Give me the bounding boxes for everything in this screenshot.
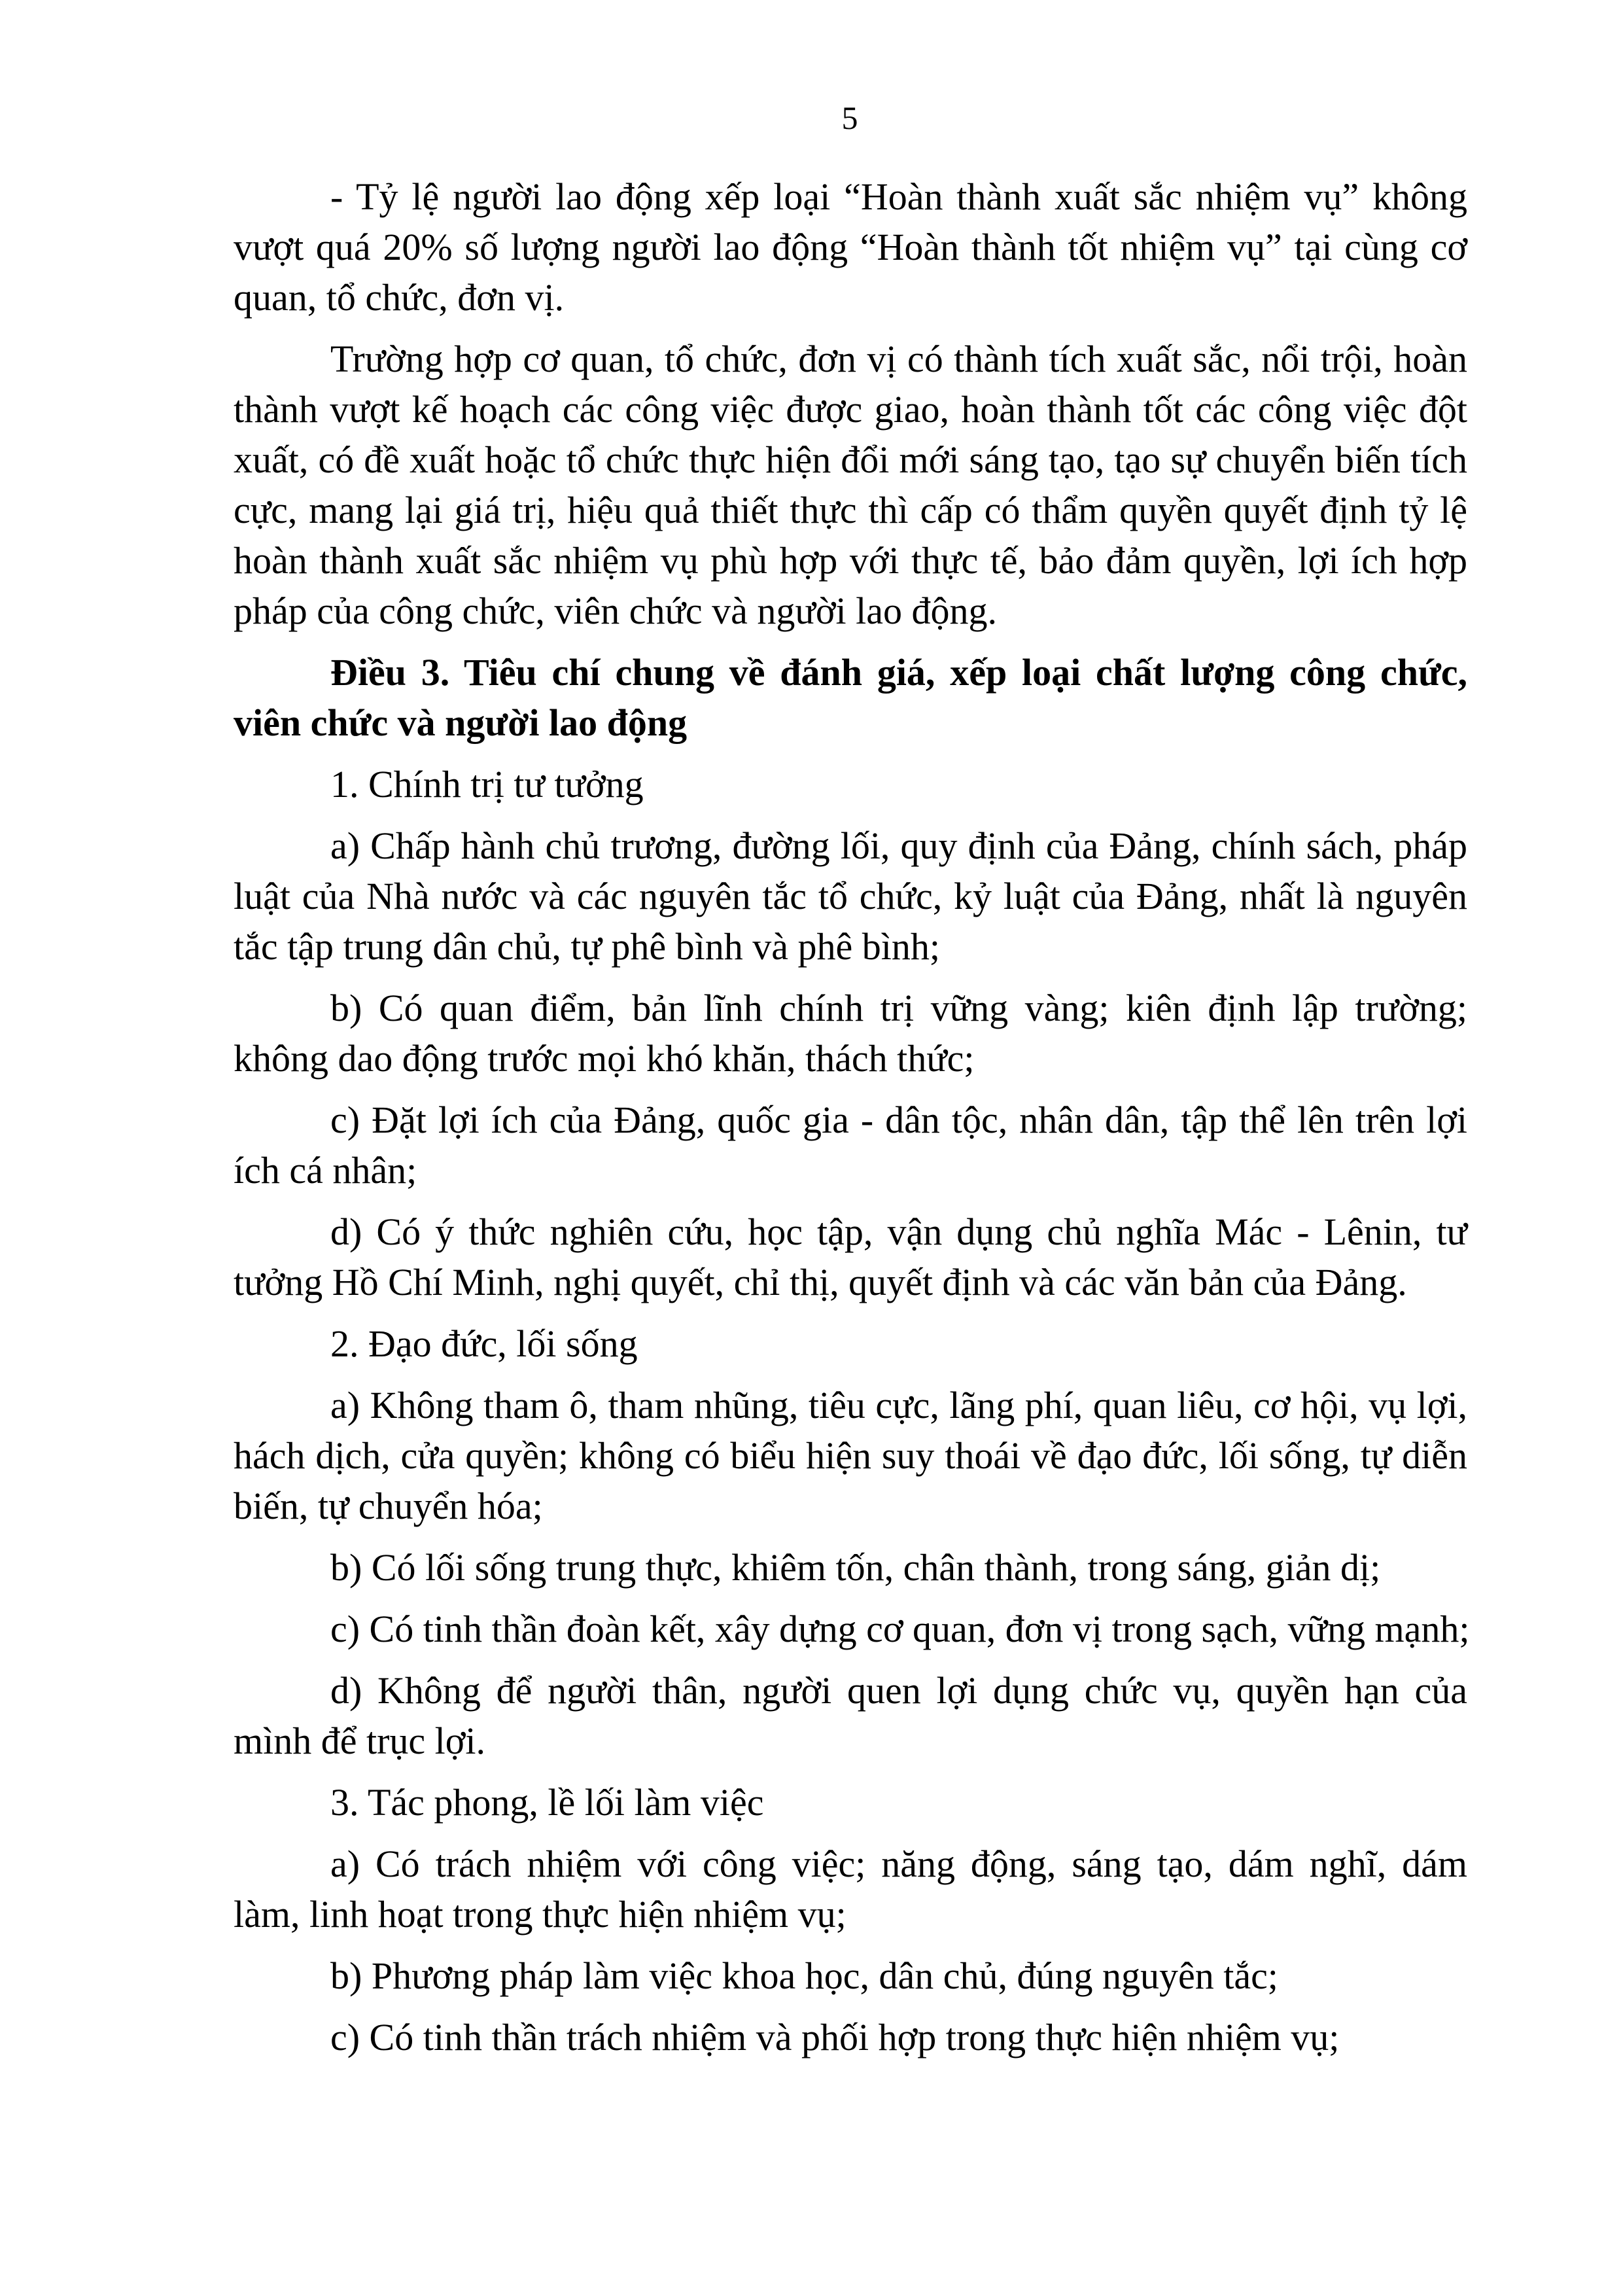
text-line: hoàn thành xuất sắc nhiệm vụ phù hợp với thực tế, bảo đảm quyền, lợi ích hợp xyxy=(234,539,1467,582)
section-1-item-b xyxy=(234,983,1467,1084)
text-line: 1. Chính trị tư tưởng xyxy=(330,763,644,805)
section-2-heading xyxy=(234,1318,1467,1369)
text-line: b) Có quan điểm, bản lĩnh chính trị vững vàng; kiên định lập trường; xyxy=(330,987,1467,1029)
text-line: b) Phương pháp làm việc khoa học, dân chủ, đúng nguyên tắc; xyxy=(330,1954,1278,1997)
text-line: xuất, có đề xuất hoặc tổ chức thực hiện đổi mới sáng tạo, tạo sự chuyển biến tích xyxy=(234,438,1467,481)
text-line: 2. Đạo đức, lối sống xyxy=(330,1322,638,1365)
text-line: a) Không tham ô, tham nhũng, tiêu cực, lãng phí, quan liêu, cơ hội, vụ lợi, xyxy=(330,1384,1467,1426)
heading-line: viên chức và người lao động xyxy=(234,701,688,744)
text-line: d) Có ý thức nghiên cứu, học tập, vận dụng chủ nghĩa Mác - Lênin, tư xyxy=(330,1210,1467,1253)
text-line: d) Không để người thân, người quen lợi dụng chức vụ, quyền hạn của xyxy=(330,1669,1467,1712)
section-2-item-a xyxy=(234,1380,1467,1531)
paragraph-exception xyxy=(234,334,1467,636)
section-1-item-a xyxy=(234,821,1467,972)
text-line: 3. Tác phong, lề lối làm việc xyxy=(330,1781,764,1824)
page-number: 5 xyxy=(841,99,858,136)
section-1-item-c xyxy=(234,1095,1467,1195)
text-line: Trường hợp cơ quan, tổ chức, đơn vị có thành tích xuất sắc, nổi trội, hoàn xyxy=(330,338,1467,380)
text-line: a) Chấp hành chủ trương, đường lối, quy định của Đảng, chính sách, pháp xyxy=(330,824,1467,867)
section-1-heading xyxy=(234,759,1467,809)
heading-line: Điều 3. Tiêu chí chung về đánh giá, xếp loại chất lượng công chức, xyxy=(330,651,1467,694)
text-line: b) Có lối sống trung thực, khiêm tốn, chân thành, trong sáng, giản dị; xyxy=(330,1546,1381,1589)
section-3-heading xyxy=(234,1777,1467,1828)
section-2-item-b xyxy=(234,1542,1467,1593)
section-1-item-d xyxy=(234,1207,1467,1307)
text-line: thành vượt kế hoạch các công việc được giao, hoàn thành tốt các công việc đột xyxy=(234,388,1467,431)
text-line: pháp của công chức, viên chức và người lao động. xyxy=(234,590,997,632)
section-3-item-a xyxy=(234,1839,1467,1939)
paragraph-ratio-rule xyxy=(234,171,1467,323)
document-body xyxy=(234,171,1470,2062)
text-line: hách dịch, cửa quyền; không có biểu hiện suy thoái về đạo đức, lối sống, tự diễn xyxy=(234,1434,1467,1477)
text-line: a) Có trách nhiệm với công việc; năng động, sáng tạo, dám nghĩ, dám xyxy=(330,1843,1467,1885)
section-3-item-c xyxy=(234,2012,1467,2062)
text-line: - Tỷ lệ người lao động xếp loại “Hoàn thành xuất sắc nhiệm vụ” không xyxy=(330,175,1467,218)
text-line: c) Đặt lợi ích của Đảng, quốc gia - dân tộc, nhân dân, tập thể lên trên lợi xyxy=(330,1099,1467,1141)
section-2-item-d xyxy=(234,1665,1467,1766)
text-line: biến, tự chuyển hóa; xyxy=(234,1485,543,1527)
text-line: vượt quá 20% số lượng người lao động “Hoàn thành tốt nhiệm vụ” tại cùng cơ xyxy=(234,226,1467,268)
text-line: c) Có tinh thần trách nhiệm và phối hợp trong thực hiện nhiệm vụ; xyxy=(330,2016,1340,2058)
text-line: ích cá nhân; xyxy=(234,1149,417,1192)
text-line: mình để trục lợi. xyxy=(234,1720,486,1762)
text-line: tưởng Hồ Chí Minh, nghị quyết, chỉ thị, quyết định và các văn bản của Đảng. xyxy=(234,1261,1407,1303)
text-line: quan, tổ chức, đơn vị. xyxy=(234,276,565,319)
text-line: cực, mang lại giá trị, hiệu quả thiết thực thì cấp có thẩm quyền quyết định tỷ lệ xyxy=(234,489,1467,531)
text-line: c) Có tinh thần đoàn kết, xây dựng cơ quan, đơn vị trong sạch, vững mạnh; xyxy=(330,1608,1470,1650)
section-2-item-c xyxy=(234,1604,1470,1654)
text-line: làm, linh hoạt trong thực hiện nhiệm vụ; xyxy=(234,1893,846,1935)
article-3-heading xyxy=(234,647,1467,748)
text-line: luật của Nhà nước và các nguyên tắc tổ chức, kỷ luật của Đảng, nhất là nguyên xyxy=(234,875,1467,917)
section-3-item-b xyxy=(234,1951,1467,2001)
text-line: không dao động trước mọi khó khăn, thách thức; xyxy=(234,1037,975,1080)
text-line: tắc tập trung dân chủ, tự phê bình và phê bình; xyxy=(234,925,940,968)
